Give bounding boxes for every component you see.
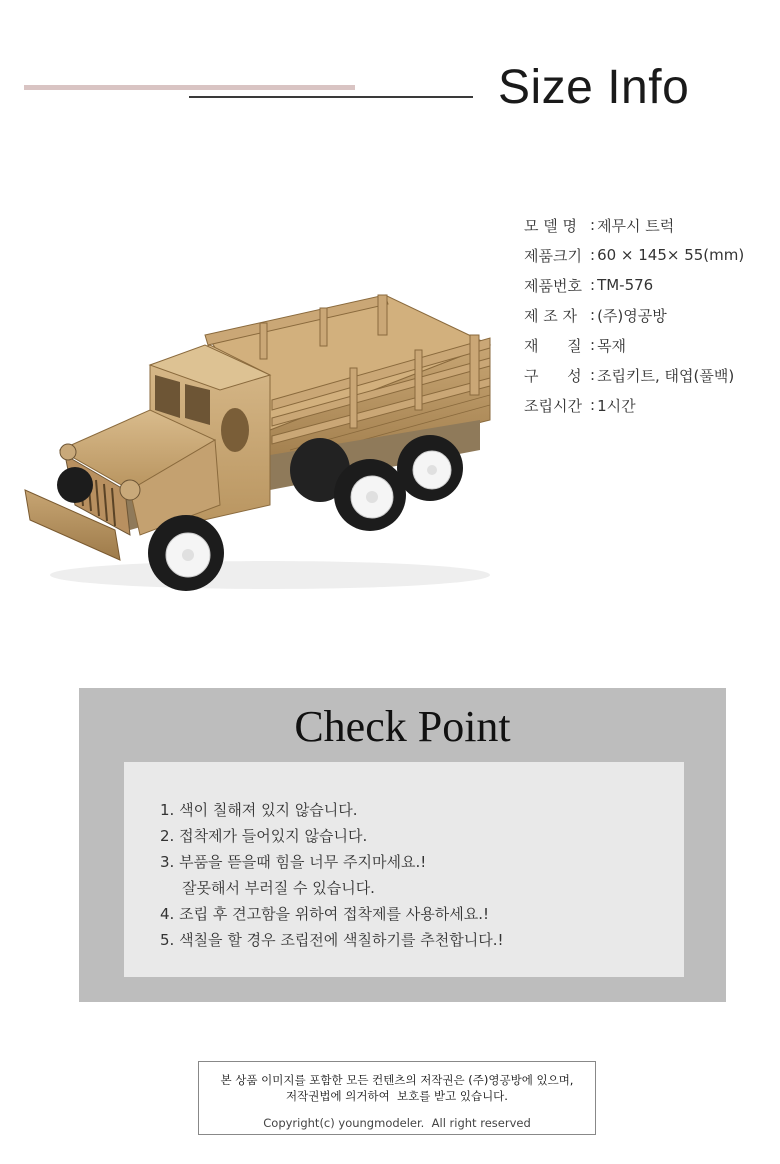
spec-label: 제 조 자 — [524, 306, 578, 325]
spec-label: 조립시간 — [524, 396, 582, 415]
spec-row-assembly-time — [524, 390, 776, 420]
spec-row-material — [524, 330, 776, 360]
decorative-line-dark — [189, 96, 473, 98]
spec-label: 제품크기 — [524, 246, 582, 265]
check-point-item: 5. 색칠을 할 경우 조립전에 색칠하기를 추천합니다.! — [160, 931, 504, 949]
spec-value: 제무시 트럭 — [597, 216, 675, 235]
copyright-line-1: 본 상품 이미지를 포함한 모든 컨텐츠의 저작권은 (주)영공방에 있으며, — [220, 1073, 574, 1087]
spec-colon: : — [590, 336, 596, 354]
check-point-item: 3. 부품을 뜯을때 힘을 너무 주지마세요.! — [160, 853, 427, 871]
spec-value: TM-576 — [597, 276, 654, 294]
check-point-panel — [79, 688, 726, 1002]
spec-label: 모 델 명 — [524, 216, 578, 235]
check-point-item: 4. 조립 후 견고함을 위하여 접착제를 사용하세요.! — [160, 905, 490, 923]
spec-colon: : — [590, 216, 596, 234]
check-point-item: 2. 접착제가 들어있지 않습니다. — [160, 827, 368, 845]
spec-colon: : — [590, 276, 596, 294]
spec-colon: : — [590, 396, 596, 414]
spec-row-product-number — [524, 270, 776, 300]
spec-colon: : — [590, 366, 596, 384]
spec-label: 구 성 — [524, 366, 582, 385]
spec-colon: : — [590, 246, 596, 264]
check-point-title: Check Point — [294, 702, 511, 751]
spec-label: 재 질 — [524, 336, 582, 355]
check-point-list — [160, 797, 504, 953]
spec-row-size — [524, 240, 776, 270]
decorative-line-pink — [24, 85, 355, 90]
spec-colon: : — [590, 306, 596, 324]
spec-value: 60 × 145× 55(mm) — [597, 246, 745, 264]
spec-value: 조립키트, 태엽(풀백) — [597, 366, 735, 385]
copyright-line-2: 저작권법에 의거하여 보호를 받고 있습니다. — [286, 1089, 508, 1103]
size-info-title: Size Info — [498, 61, 690, 114]
spec-value: 목재 — [597, 336, 627, 355]
spec-row-model — [524, 210, 776, 240]
spec-value: 1시간 — [597, 396, 636, 415]
wooden-truck-image — [20, 290, 500, 600]
spec-row-manufacturer — [524, 300, 776, 330]
spec-row-composition — [524, 360, 776, 390]
spec-list — [524, 210, 776, 420]
copyright-notice — [198, 1061, 596, 1135]
spec-value: (주)영공방 — [597, 306, 667, 325]
check-point-item-continued: 잘못해서 부러질 수 있습니다. — [182, 879, 375, 897]
check-point-content — [124, 762, 684, 977]
spec-label: 제품번호 — [524, 276, 582, 295]
copyright-credit: Copyright(c) youngmodeler. All right reserved — [263, 1116, 531, 1130]
check-point-item: 1. 색이 칠해져 있지 않습니다. — [160, 801, 358, 819]
